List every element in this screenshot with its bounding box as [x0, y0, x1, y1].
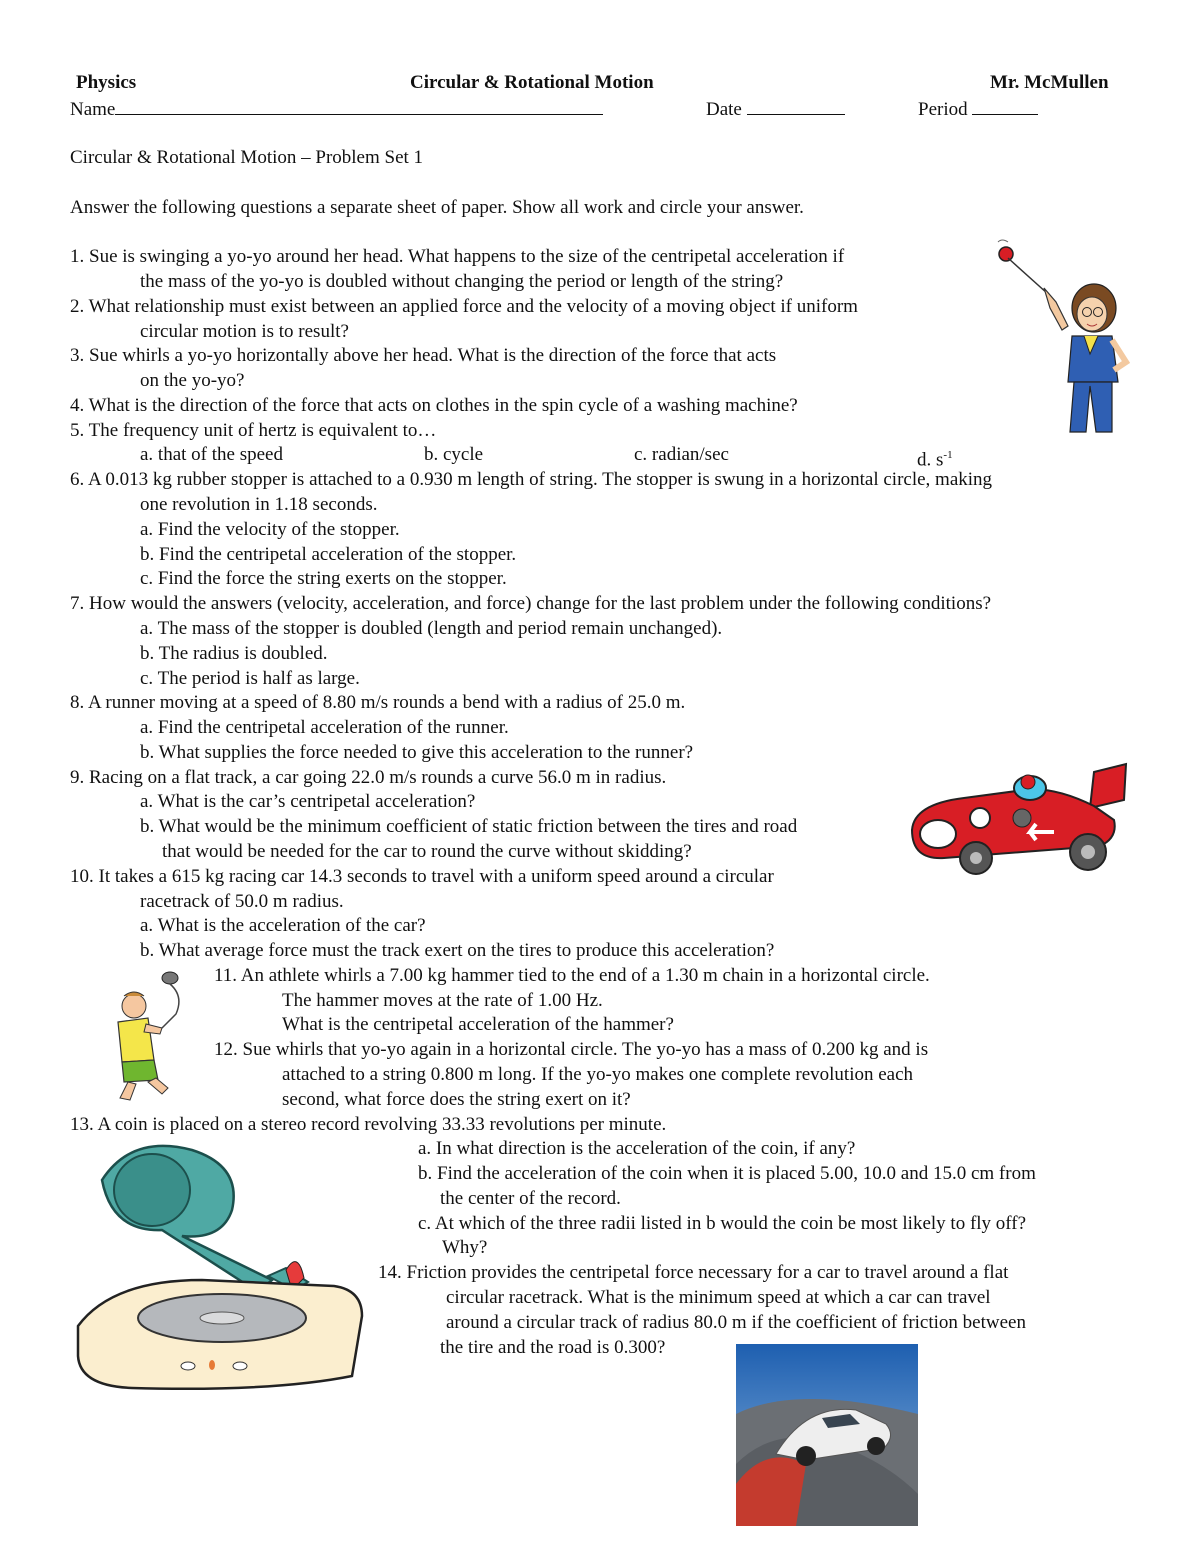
date-blank: [747, 96, 845, 115]
yoyo-girl-illustration: [990, 236, 1130, 436]
q8-part-b: b. What supplies the force needed to give this acceleration to the runner?: [140, 742, 694, 763]
yoyo-icon: [999, 247, 1013, 261]
q7-line1: 7. How would the answers (velocity, acceleration, and force) change for the last problem under the following conditions?: [70, 593, 992, 614]
hammer-icon: [162, 972, 178, 984]
q14-line3: around a circular track of radius 80.0 m if the coefficient of friction between: [446, 1312, 1026, 1333]
q14-line4: the tire and the road is 0.300?: [440, 1337, 666, 1358]
name-field[interactable]: [70, 96, 603, 122]
q14-line2: circular racetrack. What is the minimum speed at which a car can travel: [446, 1287, 991, 1308]
q10-line2: racetrack of 50.0 m radius.: [140, 891, 344, 912]
q6-part-c: c. Find the force the string exerts on the stopper.: [140, 568, 507, 589]
q8-part-a: a. Find the centripetal acceleration of the runner.: [140, 717, 509, 738]
q6-line1: 6. A 0.013 kg rubber stopper is attached to a 0.930 m length of string. The stopper is swung in a horizontal circle, making: [70, 469, 993, 490]
date-label: Date: [706, 99, 742, 120]
q5-option-d-text: d. s: [917, 449, 944, 471]
instructions: Answer the following questions a separate sheet of paper. Show all work and circle your answer.: [70, 197, 804, 218]
q13-part-b-line2: the center of the record.: [440, 1188, 621, 1209]
q2-line2: circular motion is to result?: [140, 321, 349, 342]
q4-line1: 4. What is the direction of the force that acts on clothes in the spin cycle of a washing machine?: [70, 395, 798, 416]
q1-line1: 1. Sue is swinging a yo-yo around her head. What happens to the size of the centripetal acceleration if: [70, 246, 845, 267]
q11-line2: The hammer moves at the rate of 1.00 Hz.: [282, 990, 603, 1011]
q11-line1: 11. An athlete whirls a 7.00 kg hammer tied to the end of a 1.30 m chain in a horizontal circle.: [214, 965, 930, 986]
q9-line1: 9. Racing on a flat track, a car going 22.0 m/s rounds a curve 56.0 m in radius.: [70, 767, 667, 788]
q9-part-a: a. What is the car’s centripetal acceleration?: [140, 791, 476, 812]
subject-label: Physics: [76, 72, 137, 93]
period-blank: [972, 96, 1038, 115]
q3-line1: 3. Sue whirls a yo-yo horizontally above her head. What is the direction of the force that acts: [70, 345, 777, 366]
name-blank: [115, 96, 603, 115]
date-field[interactable]: [706, 96, 845, 122]
record-player-illustration: [72, 1140, 372, 1400]
q5-option-a: a. that of the speed: [140, 444, 283, 465]
q9-part-b-line2: that would be needed for the car to round the curve without skidding?: [162, 841, 692, 862]
q13-part-c-line2: Why?: [442, 1237, 488, 1258]
q13-part-c-line1: c. At which of the three radii listed in b would the coin be most likely to fly off?: [418, 1213, 1027, 1234]
teacher-name: Mr. McMullen: [990, 72, 1109, 93]
q10-part-a: a. What is the acceleration of the car?: [140, 915, 426, 936]
problem-set-title: Circular & Rotational Motion – Problem Set 1: [70, 147, 424, 168]
q7-part-b: b. The radius is doubled.: [140, 643, 328, 664]
q2-line1: 2. What relationship must exist between an applied force and the velocity of a moving object if uniform: [70, 296, 858, 317]
q9-part-b-line1: b. What would be the minimum coefficient of static friction between the tires and road: [140, 816, 798, 837]
q13-part-a: a. In what direction is the acceleration of the coin, if any?: [418, 1138, 856, 1159]
q13-line1: 13. A coin is placed on a stereo record revolving 33.33 revolutions per minute.: [70, 1114, 667, 1135]
q12-line2: attached to a string 0.800 m long. If the yo-yo makes one complete revolution each: [282, 1064, 914, 1085]
q12-line1: 12. Sue whirls that yo-yo again in a horizontal circle. The yo-yo has a mass of 0.200 kg and is: [214, 1039, 929, 1060]
q10-part-b: b. What average force must the track exert on the tires to produce this acceleration?: [140, 940, 775, 961]
worksheet-title: Circular & Rotational Motion: [410, 72, 654, 93]
q5-line1: 5. The frequency unit of hertz is equivalent to…: [70, 420, 437, 441]
name-label: Name: [70, 99, 116, 120]
q6-line2: one revolution in 1.18 seconds.: [140, 494, 378, 515]
q3-line2: on the yo-yo?: [140, 370, 245, 391]
q12-line3: second, what force does the string exert on it?: [282, 1089, 631, 1110]
q13-part-b-line1: b. Find the acceleration of the coin when it is placed 5.00, 10.0 and 15.0 cm from: [418, 1163, 1036, 1184]
q5-option-d-exponent: -1: [943, 449, 953, 461]
hammer-thrower-illustration: [104, 966, 196, 1102]
car-on-track-photo: [736, 1344, 918, 1526]
q8-line1: 8. A runner moving at a speed of 8.80 m/s rounds a bend with a radius of 25.0 m.: [70, 692, 686, 713]
q10-line1: 10. It takes a 615 kg racing car 14.3 seconds to travel with a uniform speed around a circular: [70, 866, 774, 887]
q7-part-c: c. The period is half as large.: [140, 668, 360, 689]
q11-line3: What is the centripetal acceleration of the hammer?: [282, 1014, 674, 1035]
race-car-illustration: [904, 760, 1128, 876]
q5-option-b: b. cycle: [424, 444, 484, 465]
q5-option-c: c. radian/sec: [634, 444, 729, 465]
period-label: Period: [918, 99, 968, 120]
q6-part-a: a. Find the velocity of the stopper.: [140, 519, 400, 540]
q7-part-a: a. The mass of the stopper is doubled (length and period remain unchanged).: [140, 618, 723, 639]
q1-line2: the mass of the yo-yo is doubled without changing the period or length of the string?: [140, 271, 784, 292]
q6-part-b: b. Find the centripetal acceleration of the stopper.: [140, 544, 517, 565]
period-field[interactable]: [918, 96, 1038, 122]
q14-line1: 14. Friction provides the centripetal force necessary for a car to travel around a flat: [378, 1262, 1009, 1283]
